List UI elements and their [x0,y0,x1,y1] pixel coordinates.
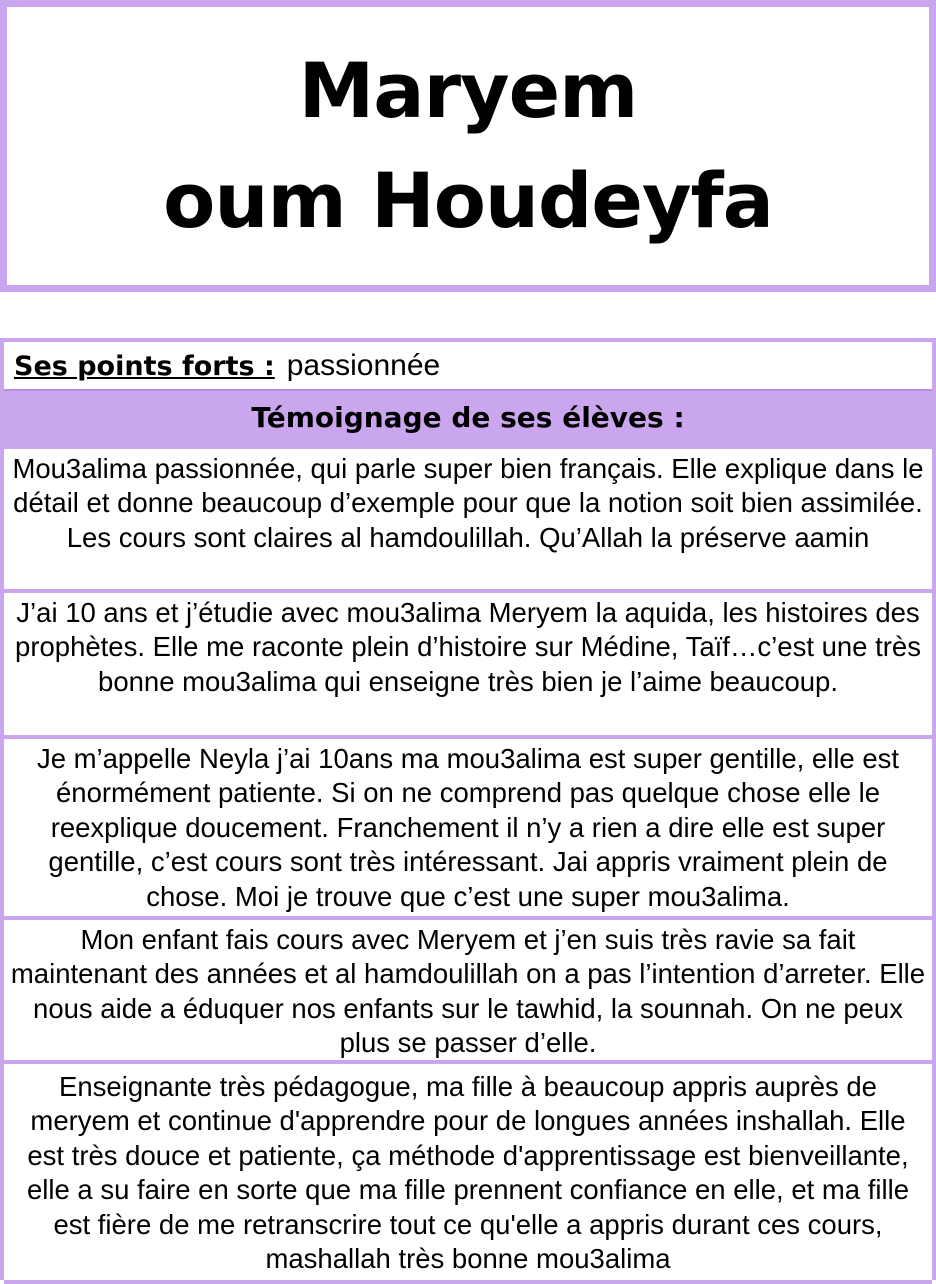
strengths-value: passionnée [286,349,441,382]
testimonial: Mou3alima passionnée, qui parle super bien français. Elle explique dans le détail et donne beaucoup d’exemple pour que la notion soit bien assimilée. Les cours sont claires al hamdoulillah. Qu’Allah la préserve aamin [4,445,932,589]
testimonial: J’ai 10 ans et j’étudie avec mou3alima Meryem la aquida, les histoires des prophètes. Elle me raconte plein d’histoire sur Médine, Taïf…c’est une très bonne mou3alima qui enseigne très bien je l’aime beaucoup. [4,589,932,735]
title-box [0,0,936,292]
strengths-label: Ses points forts : [14,351,275,382]
testimonial: Mon enfant fais cours avec Meryem et j’en suis très ravie sa fait maintenant des années et al hamdoulillah on a pas l’intention d’arreter. Elle nous aide a éduquer nos enfants sur le tawhid, la sounnah. On ne peux plus se passer d’elle. [4,916,932,1060]
strengths-row [4,342,932,389]
title-subtitle: oum Houdeyfa [163,156,773,245]
testimonial: Je m’appelle Neyla j’ai 10ans ma mou3alima est super gentille, elle est énormément patiente. Si on ne comprend pas quelque chose elle le reexplique doucement. Franchement il n’y a rien a dire elle est super gentille, c’est cours sont très intéressant. Jai appris vraiment plein de chose. Moi je trouve que c’est une super mou3alima. [4,735,932,916]
title-name: Maryem [298,46,638,135]
testimonial: Enseignante très pédagogue, ma fille à beaucoup appris auprès de meryem et continue d'apprendre pour de longues années inshallah. Elle est très douce et patiente, ça méthode d'apprentissage est bienveillante, elle a su faire en sorte que ma fille prennent confiance en elle, et ma fille est fière de me retranscrire tout ce qu'elle a appris durant ces cours, mashallah très bonne mou3alima [4,1060,932,1284]
testimonials-table [0,338,936,1280]
testimonials-header: Témoignage de ses élèves : [4,389,932,445]
